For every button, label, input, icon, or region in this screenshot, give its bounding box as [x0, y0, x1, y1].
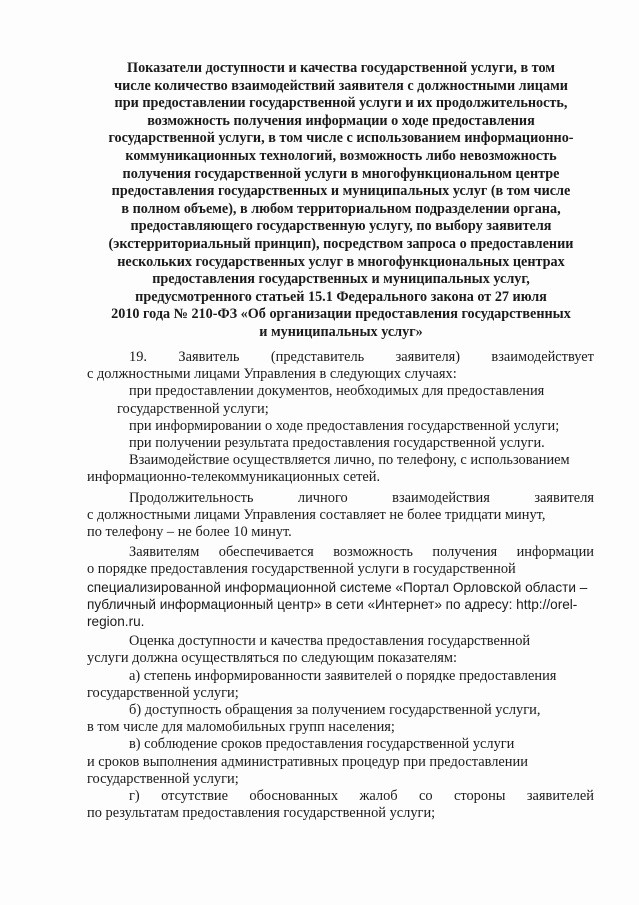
paragraph-line: государственной услуги; — [87, 770, 239, 787]
paragraph-line: по телефону – не более 10 минут. — [87, 524, 292, 541]
paragraph-line: услуги должна осуществляться по следующим показателям: — [87, 650, 457, 667]
document-body — [87, 349, 594, 822]
heading-line: предоставляющего государственную услугу, по выбору заявителя — [130, 218, 552, 235]
word: заявителей — [526, 788, 594, 805]
heading-line: в полном объеме), в любом территориальном подразделении органа, — [121, 200, 561, 217]
case-item-3-line: при получении результата предоставления государственной услуги. — [129, 435, 545, 452]
word: жалоб — [359, 788, 398, 805]
word: обоснованных — [249, 788, 339, 805]
word: (представитель — [270, 349, 365, 365]
heading-line: предусмотренного статьей 15.1 Федерального закона от 27 июля — [135, 288, 547, 305]
case-item-1-line-1: при предоставлении документов, необходимых для предоставления — [129, 383, 545, 400]
heading-line: числе количество взаимодействий заявителя с должностными лицами — [114, 77, 568, 94]
paragraph-line: и сроков выполнения административных процедур при предоставлении — [87, 753, 528, 770]
indicator-v — [87, 736, 594, 788]
word: заявителя) — [395, 349, 461, 365]
paragraph-line: о порядке предоставления государственной услуги в государственной — [87, 561, 516, 578]
word: со — [419, 788, 433, 805]
paragraph-interaction — [87, 452, 594, 486]
paragraph-line: по результатам предоставления государственной услуги; — [87, 805, 436, 822]
case-item-1 — [87, 383, 594, 417]
paragraph-line: в том числе для маломобильных групп населения; — [87, 719, 395, 736]
heading-line: (экстерриториальный принцип), посредством запроса о предоставлении — [108, 235, 574, 252]
heading-line: нескольких государственных услуг в многофункциональных центрах — [117, 253, 565, 270]
paragraph-duration-line-1 — [87, 490, 594, 507]
paragraph-19-line-2: с должностными лицами Управления в следующих случаях: — [87, 366, 457, 383]
heading-line: при предоставлении государственной услуги и их продолжительность, — [114, 95, 568, 112]
word: отсутствие — [161, 788, 228, 805]
heading-line: коммуникационных технологий, возможность либо невозможность — [125, 147, 557, 164]
heading-line: возможность получения информации о ходе предоставления — [147, 112, 535, 129]
heading-line: Показатели доступности и качества государственной услуги, в том — [127, 60, 555, 76]
heading-line: предоставления государственных и муниципальных услуг, — [152, 271, 530, 288]
paragraph-line: специализированной информационной системе «Портал Орловской области – — [87, 579, 588, 595]
paragraph-line: Заявителям обеспечивается возможность получения информации — [129, 544, 594, 561]
heading-line: и муниципальных услуг» — [259, 323, 423, 340]
word: взаимодействует — [491, 349, 594, 365]
word: 19. — [129, 349, 147, 365]
word: Продолжительность — [129, 489, 254, 506]
case-item-2 — [87, 418, 594, 435]
case-item-2-line: при информировании о ходе предоставления государственной услуги; — [129, 417, 560, 434]
paragraph-line: Оценка доступности и качества предоставления государственной — [129, 633, 531, 650]
paragraph-line: а) степень информированности заявителей о порядке предоставления — [129, 667, 557, 684]
word: стороны — [454, 788, 506, 805]
paragraph-line: информационно-телекоммуникационных сетей. — [87, 469, 381, 486]
word: заявителя — [534, 489, 594, 506]
indicator-g-line-1 — [87, 788, 594, 805]
paragraph-line: б) доступность обращения за получением государственной услуги, — [129, 702, 541, 719]
indicator-a — [87, 668, 594, 702]
paragraph-line: region.ru. — [87, 614, 145, 630]
paragraph-line: публичный информационный центр» в сети «Интернет» по адресу: http://orel- — [87, 596, 578, 612]
paragraph-line: с должностными лицами Управления составляет не более тридцати минут, — [87, 506, 546, 523]
heading-line: государственной услуги, в том числе с использованием информационно- — [108, 130, 574, 147]
case-item-3 — [87, 435, 594, 452]
heading-line: получения государственной услуги в многофункциональном центре — [122, 165, 560, 182]
section-heading — [84, 60, 598, 342]
paragraph-line: государственной услуги; — [87, 684, 239, 701]
paragraph-duration — [87, 490, 594, 542]
indicator-g — [87, 788, 594, 822]
paragraph-19 — [87, 349, 594, 383]
indicator-b — [87, 702, 594, 736]
paragraph-info — [87, 544, 594, 630]
case-item-1-line-2: государственной услуги; — [117, 400, 269, 417]
word: личного — [297, 489, 348, 506]
word: взаимодействия — [392, 489, 490, 506]
paragraph-line: Взаимодействие осуществляется лично, по телефону, с использованием — [129, 452, 570, 469]
paragraph-evaluation — [87, 633, 594, 667]
heading-line: предоставления государственных и муниципальных услуг (в том числе — [111, 183, 571, 200]
heading-line: 2010 года № 210-ФЗ «Об организации предоставления государственных — [111, 306, 571, 323]
word: Заявитель — [178, 349, 240, 365]
word: г) — [129, 788, 140, 805]
paragraph-19-line-1 — [87, 349, 594, 366]
paragraph-line: в) соблюдение сроков предоставления государственной услуги — [129, 736, 515, 753]
